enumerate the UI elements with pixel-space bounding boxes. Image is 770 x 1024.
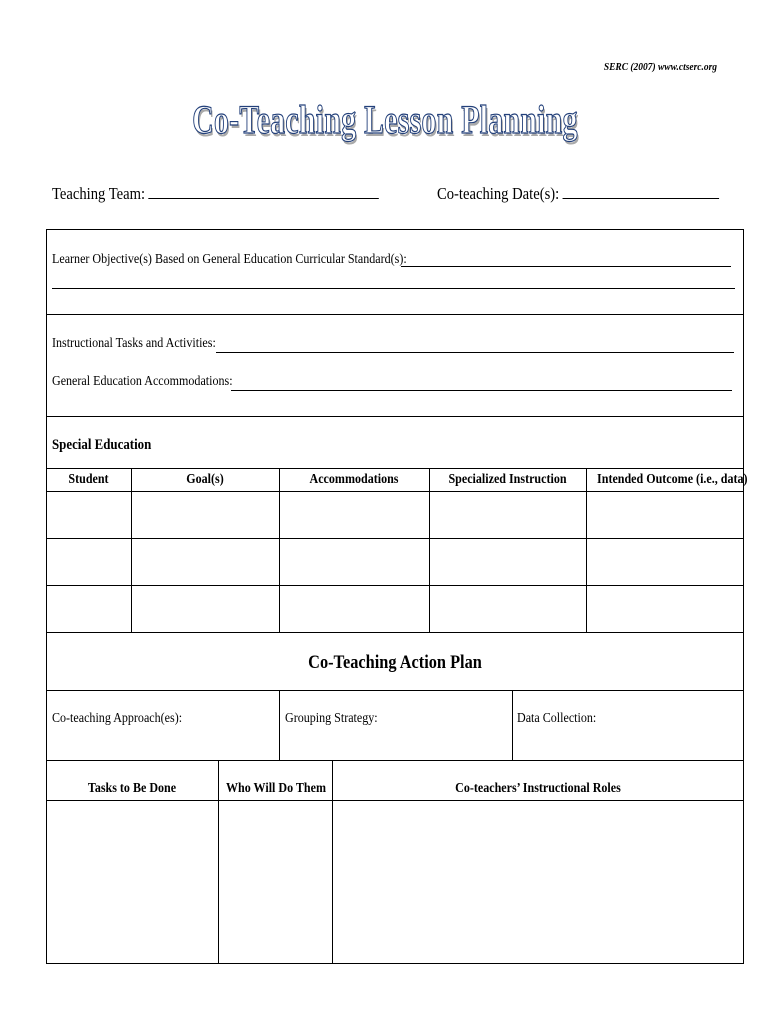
divider xyxy=(46,690,744,691)
column-header-tasks: Tasks to Be Done xyxy=(87,781,177,796)
table-row[interactable] xyxy=(47,586,743,632)
source-note: SERC (2007) www.ctserc.org xyxy=(603,61,717,73)
instructional-tasks-field xyxy=(52,336,216,352)
table-row[interactable] xyxy=(47,492,743,538)
column-divider xyxy=(279,690,280,760)
column-header-student: Student xyxy=(68,472,109,487)
instructional-tasks-label: Instructional Tasks and Activities: xyxy=(52,336,216,351)
tasks-table-body[interactable] xyxy=(47,801,743,963)
data-collection-label: Data Collection: xyxy=(517,711,597,726)
teaching-team-label: Teaching Team: xyxy=(52,184,146,203)
column-header-specialized-instruction: Specialized Instruction xyxy=(448,472,567,487)
objectives-blank-line-2[interactable] xyxy=(52,288,735,289)
grouping-strategy-label: Grouping Strategy: xyxy=(285,711,378,726)
gen-ed-accommodations-field xyxy=(52,374,233,390)
gen-ed-accommodations-label: General Education Accommodations: xyxy=(52,374,233,389)
coteaching-approach-label: Co-teaching Approach(es): xyxy=(52,711,183,726)
divider xyxy=(46,468,744,469)
teaching-team-blank[interactable] xyxy=(149,184,379,199)
divider xyxy=(46,632,744,633)
objectives-label: Learner Objective(s) Based on General Education Curricular Standard(s): xyxy=(52,252,407,267)
coteaching-dates-blank[interactable] xyxy=(563,184,720,199)
column-header-goals: Goal(s) xyxy=(186,472,224,487)
objectives-field xyxy=(52,252,407,268)
column-header-intended-outcome: Intended Outcome (i.e., data) xyxy=(597,472,748,487)
divider xyxy=(46,314,744,315)
column-header-who: Who Will Do Them xyxy=(225,781,327,796)
gen-ed-accommodations-blank[interactable] xyxy=(231,390,732,391)
divider xyxy=(46,760,744,761)
special-education-heading: Special Education xyxy=(52,437,152,453)
coteaching-dates-field xyxy=(437,184,719,204)
divider xyxy=(46,416,744,417)
column-divider xyxy=(512,690,513,760)
column-header-accommodations: Accommodations xyxy=(309,472,399,487)
table-row[interactable] xyxy=(47,539,743,585)
action-plan-heading: Co-Teaching Action Plan xyxy=(308,652,482,673)
page-title: Co-Teaching Lesson Planning xyxy=(192,97,578,142)
objectives-blank-line-1[interactable] xyxy=(401,266,731,267)
teaching-team-field xyxy=(52,184,379,204)
column-header-roles: Co-teachers’ Instructional Roles xyxy=(455,781,621,796)
coteaching-dates-label: Co-teaching Date(s): xyxy=(437,184,560,203)
instructional-tasks-blank[interactable] xyxy=(216,352,734,353)
